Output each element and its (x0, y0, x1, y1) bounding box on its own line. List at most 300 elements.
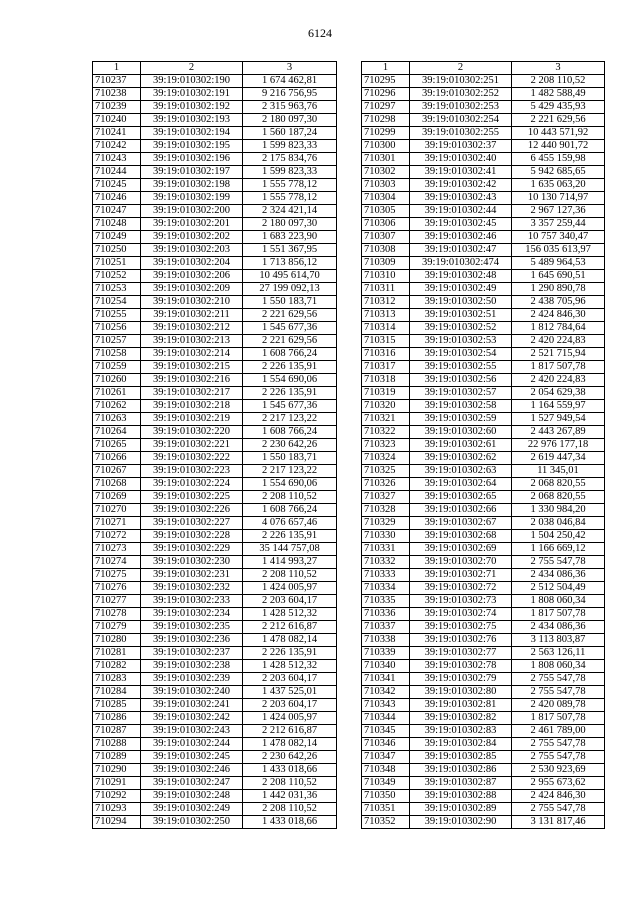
table-row (362, 179, 605, 192)
value-cell: 1 554 690,06 (243, 374, 337, 387)
table-row (362, 114, 605, 127)
cadastral-number-cell: 39:19:010302:235 (141, 621, 243, 634)
row-number-cell: 710256 (93, 322, 141, 335)
cadastral-number-cell: 39:19:010302:71 (410, 569, 512, 582)
row-number-cell: 710297 (362, 101, 410, 114)
table-row (93, 647, 337, 660)
value-cell: 3 357 259,44 (512, 218, 605, 231)
cadastral-number-cell: 39:19:010302:222 (141, 452, 243, 465)
row-number-cell: 710340 (362, 660, 410, 673)
table-row (362, 699, 605, 712)
value-cell: 2 217 123,22 (243, 465, 337, 478)
value-cell: 1 599 823,33 (243, 140, 337, 153)
table-row (93, 764, 337, 777)
row-number-cell: 710270 (93, 504, 141, 517)
cadastral-number-cell: 39:19:010302:191 (141, 88, 243, 101)
row-number-cell: 710262 (93, 400, 141, 413)
value-cell: 2 755 547,78 (512, 751, 605, 764)
value-cell: 2 443 267,89 (512, 426, 605, 439)
table-row (93, 283, 337, 296)
value-cell: 1 437 525,01 (243, 686, 337, 699)
table-row (362, 738, 605, 751)
cadastral-number-cell: 39:19:010302:204 (141, 257, 243, 270)
cadastral-number-cell: 39:19:010302:195 (141, 140, 243, 153)
value-cell: 6 455 159,98 (512, 153, 605, 166)
value-cell: 2 755 547,78 (512, 556, 605, 569)
column-header-2: 2 (141, 62, 243, 75)
value-cell: 1 442 031,36 (243, 790, 337, 803)
row-number-cell: 710327 (362, 491, 410, 504)
table-body-left (93, 62, 337, 829)
row-number-cell: 710319 (362, 387, 410, 400)
value-cell: 1 817 507,78 (512, 712, 605, 725)
cadastral-number-cell: 39:19:010302:51 (410, 309, 512, 322)
cadastral-number-cell: 39:19:010302:86 (410, 764, 512, 777)
cadastral-number-cell: 39:19:010302:87 (410, 777, 512, 790)
table-row (362, 387, 605, 400)
value-cell: 10 443 571,92 (512, 127, 605, 140)
table-row (362, 764, 605, 777)
cadastral-number-cell: 39:19:010302:73 (410, 595, 512, 608)
row-number-cell: 710254 (93, 296, 141, 309)
table-row (362, 257, 605, 270)
row-number-cell: 710293 (93, 803, 141, 816)
value-cell: 2 420 224,83 (512, 374, 605, 387)
value-cell: 1 817 507,78 (512, 608, 605, 621)
cadastral-number-cell: 39:19:010302:236 (141, 634, 243, 647)
table-row (93, 569, 337, 582)
cadastral-number-cell: 39:19:010302:251 (410, 75, 512, 88)
table-row (362, 530, 605, 543)
table-row (93, 140, 337, 153)
table-row (93, 699, 337, 712)
table-row (362, 413, 605, 426)
row-number-cell: 710335 (362, 595, 410, 608)
cadastral-number-cell: 39:19:010302:214 (141, 348, 243, 361)
table-row (93, 205, 337, 218)
row-number-cell: 710263 (93, 413, 141, 426)
row-number-cell: 710350 (362, 790, 410, 803)
cadastral-number-cell: 39:19:010302:232 (141, 582, 243, 595)
cadastral-number-cell: 39:19:010302:247 (141, 777, 243, 790)
cadastral-number-cell: 39:19:010302:55 (410, 361, 512, 374)
table-row (93, 426, 337, 439)
row-number-cell: 710296 (362, 88, 410, 101)
value-cell: 2 619 447,34 (512, 452, 605, 465)
cadastral-number-cell: 39:19:010302:45 (410, 218, 512, 231)
table-row (362, 816, 605, 829)
cadastral-number-cell: 39:19:010302:54 (410, 348, 512, 361)
row-number-cell: 710306 (362, 218, 410, 231)
row-number-cell: 710347 (362, 751, 410, 764)
cadastral-number-cell: 39:19:010302:210 (141, 296, 243, 309)
row-number-cell: 710333 (362, 569, 410, 582)
row-number-cell: 710310 (362, 270, 410, 283)
row-number-cell: 710273 (93, 543, 141, 556)
row-number-cell: 710248 (93, 218, 141, 231)
cadastral-number-cell: 39:19:010302:234 (141, 608, 243, 621)
row-number-cell: 710265 (93, 439, 141, 452)
table-row (93, 777, 337, 790)
cadastral-number-cell: 39:19:010302:220 (141, 426, 243, 439)
value-cell: 3 113 803,87 (512, 634, 605, 647)
cadastral-number-cell: 39:19:010302:47 (410, 244, 512, 257)
row-number-cell: 710309 (362, 257, 410, 270)
cadastral-number-cell: 39:19:010302:58 (410, 400, 512, 413)
table-row (362, 335, 605, 348)
cadastral-number-cell: 39:19:010302:67 (410, 517, 512, 530)
table-row (362, 270, 605, 283)
table-row (93, 322, 337, 335)
value-cell: 1 560 187,24 (243, 127, 337, 140)
table-row (93, 595, 337, 608)
value-cell: 35 144 757,08 (243, 543, 337, 556)
row-number-cell: 710314 (362, 322, 410, 335)
row-number-cell: 710290 (93, 764, 141, 777)
row-number-cell: 710253 (93, 283, 141, 296)
table-row (93, 465, 337, 478)
cadastral-number-cell: 39:19:010302:192 (141, 101, 243, 114)
row-number-cell: 710341 (362, 673, 410, 686)
row-number-cell: 710287 (93, 725, 141, 738)
value-cell: 2 038 046,84 (512, 517, 605, 530)
cadastral-number-cell: 39:19:010302:226 (141, 504, 243, 517)
value-cell: 1 608 766,24 (243, 348, 337, 361)
table-row (93, 790, 337, 803)
table-row (362, 543, 605, 556)
table-row (93, 374, 337, 387)
table-row (93, 244, 337, 257)
value-cell: 1 550 183,71 (243, 452, 337, 465)
table-row (362, 452, 605, 465)
value-cell: 5 942 685,65 (512, 166, 605, 179)
value-cell: 10 130 714,97 (512, 192, 605, 205)
cadastral-number-cell: 39:19:010302:79 (410, 673, 512, 686)
cadastral-number-cell: 39:19:010302:57 (410, 387, 512, 400)
value-cell: 2 226 135,91 (243, 530, 337, 543)
table-row (93, 348, 337, 361)
value-cell: 2 217 123,22 (243, 413, 337, 426)
cadastral-number-cell: 39:19:010302:213 (141, 335, 243, 348)
table-row (93, 478, 337, 491)
value-cell: 10 757 340,47 (512, 231, 605, 244)
value-cell: 1 433 018,66 (243, 764, 337, 777)
value-cell: 1 478 082,14 (243, 634, 337, 647)
value-cell: 1 645 690,51 (512, 270, 605, 283)
cadastral-number-cell: 39:19:010302:194 (141, 127, 243, 140)
row-number-cell: 710247 (93, 205, 141, 218)
cadastral-number-cell: 39:19:010302:227 (141, 517, 243, 530)
cadastral-number-cell: 39:19:010302:203 (141, 244, 243, 257)
value-cell: 2 755 547,78 (512, 803, 605, 816)
value-cell: 2 315 963,76 (243, 101, 337, 114)
cadastral-number-cell: 39:19:010302:238 (141, 660, 243, 673)
cadastral-number-cell: 39:19:010302:70 (410, 556, 512, 569)
table-row (93, 452, 337, 465)
value-cell: 1 166 669,12 (512, 543, 605, 556)
value-cell: 2 955 673,62 (512, 777, 605, 790)
table-row (362, 244, 605, 257)
row-number-cell: 710348 (362, 764, 410, 777)
row-number-cell: 710312 (362, 296, 410, 309)
cadastral-number-cell: 39:19:010302:206 (141, 270, 243, 283)
cadastral-number-cell: 39:19:010302:255 (410, 127, 512, 140)
table-row (93, 621, 337, 634)
table-row (362, 348, 605, 361)
table-row (93, 361, 337, 374)
cadastral-table-left (92, 61, 337, 829)
table-row (362, 322, 605, 335)
value-cell: 2 180 097,30 (243, 114, 337, 127)
cadastral-number-cell: 39:19:010302:245 (141, 751, 243, 764)
value-cell: 2 226 135,91 (243, 361, 337, 374)
cadastral-number-cell: 39:19:010302:190 (141, 75, 243, 88)
table-row (93, 725, 337, 738)
value-cell: 1 683 223,90 (243, 231, 337, 244)
row-number-cell: 710252 (93, 270, 141, 283)
row-number-cell: 710278 (93, 608, 141, 621)
row-number-cell: 710274 (93, 556, 141, 569)
table-row (362, 712, 605, 725)
table-row (362, 361, 605, 374)
value-cell: 1 545 677,36 (243, 322, 337, 335)
row-number-cell: 710322 (362, 426, 410, 439)
cadastral-number-cell: 39:19:010302:60 (410, 426, 512, 439)
value-cell: 1 608 766,24 (243, 504, 337, 517)
row-number-cell: 710244 (93, 166, 141, 179)
table-row (93, 231, 337, 244)
table-row (362, 400, 605, 413)
cadastral-number-cell: 39:19:010302:248 (141, 790, 243, 803)
table-row (362, 140, 605, 153)
cadastral-number-cell: 39:19:010302:230 (141, 556, 243, 569)
cadastral-number-cell: 39:19:010302:41 (410, 166, 512, 179)
value-cell: 2 226 135,91 (243, 387, 337, 400)
table-row (93, 738, 337, 751)
table-row (93, 335, 337, 348)
table-row (93, 413, 337, 426)
value-cell: 1 608 766,24 (243, 426, 337, 439)
cadastral-number-cell: 39:19:010302:48 (410, 270, 512, 283)
row-number-cell: 710299 (362, 127, 410, 140)
cadastral-number-cell: 39:19:010302:52 (410, 322, 512, 335)
value-cell: 2 208 110,52 (243, 803, 337, 816)
table-row (93, 309, 337, 322)
cadastral-number-cell: 39:19:010302:77 (410, 647, 512, 660)
row-number-cell: 710339 (362, 647, 410, 660)
row-number-cell: 710295 (362, 75, 410, 88)
row-number-cell: 710304 (362, 192, 410, 205)
table-row (93, 673, 337, 686)
cadastral-number-cell: 39:19:010302:216 (141, 374, 243, 387)
column-header-3: 3 (243, 62, 337, 75)
value-cell: 1 713 856,12 (243, 257, 337, 270)
cadastral-number-cell: 39:19:010302:198 (141, 179, 243, 192)
cadastral-number-cell: 39:19:010302:46 (410, 231, 512, 244)
table-row (362, 218, 605, 231)
row-number-cell: 710251 (93, 257, 141, 270)
table-row (93, 114, 337, 127)
row-number-cell: 710328 (362, 504, 410, 517)
value-cell: 2 434 086,36 (512, 569, 605, 582)
value-cell: 1 555 778,12 (243, 192, 337, 205)
table-row (93, 153, 337, 166)
table-row (362, 621, 605, 634)
value-cell: 1 635 063,20 (512, 179, 605, 192)
value-cell: 1 554 690,06 (243, 478, 337, 491)
table-row (93, 218, 337, 231)
cadastral-number-cell: 39:19:010302:56 (410, 374, 512, 387)
row-number-cell: 710343 (362, 699, 410, 712)
row-number-cell: 710338 (362, 634, 410, 647)
cadastral-number-cell: 39:19:010302:196 (141, 153, 243, 166)
value-cell: 5 429 435,93 (512, 101, 605, 114)
cadastral-number-cell: 39:19:010302:65 (410, 491, 512, 504)
row-number-cell: 710267 (93, 465, 141, 478)
value-cell: 22 976 177,18 (512, 439, 605, 452)
table-row (93, 504, 337, 517)
row-number-cell: 710320 (362, 400, 410, 413)
cadastral-number-cell: 39:19:010302:244 (141, 738, 243, 751)
cadastral-number-cell: 39:19:010302:199 (141, 192, 243, 205)
table-row (362, 647, 605, 660)
row-number-cell: 710249 (93, 231, 141, 244)
value-cell: 2 755 547,78 (512, 673, 605, 686)
cadastral-number-cell: 39:19:010302:228 (141, 530, 243, 543)
column-header-2: 2 (410, 62, 512, 75)
table-row (362, 127, 605, 140)
value-cell: 156 035 613,97 (512, 244, 605, 257)
cadastral-table-right (361, 61, 605, 829)
cadastral-number-cell: 39:19:010302:76 (410, 634, 512, 647)
cadastral-number-cell: 39:19:010302:89 (410, 803, 512, 816)
table-row (362, 673, 605, 686)
cadastral-number-cell: 39:19:010302:209 (141, 283, 243, 296)
cadastral-number-cell: 39:19:010302:85 (410, 751, 512, 764)
value-cell: 2 324 421,14 (243, 205, 337, 218)
row-number-cell: 710271 (93, 517, 141, 530)
cadastral-number-cell: 39:19:010302:64 (410, 478, 512, 491)
table-row (362, 478, 605, 491)
value-cell: 1 482 588,49 (512, 88, 605, 101)
cadastral-number-cell: 39:19:010302:254 (410, 114, 512, 127)
table-row (93, 803, 337, 816)
cadastral-number-cell: 39:19:010302:211 (141, 309, 243, 322)
table-row (362, 660, 605, 673)
value-cell: 1 551 367,95 (243, 244, 337, 257)
table-row (362, 556, 605, 569)
column-header-1: 1 (362, 62, 410, 75)
value-cell: 2 967 127,36 (512, 205, 605, 218)
column-header-3: 3 (512, 62, 605, 75)
cadastral-number-cell: 39:19:010302:221 (141, 439, 243, 452)
cadastral-number-cell: 39:19:010302:81 (410, 699, 512, 712)
cadastral-number-cell: 39:19:010302:252 (410, 88, 512, 101)
cadastral-number-cell: 39:19:010302:200 (141, 205, 243, 218)
cadastral-number-cell: 39:19:010302:212 (141, 322, 243, 335)
value-cell: 9 216 756,95 (243, 88, 337, 101)
row-number-cell: 710240 (93, 114, 141, 127)
row-number-cell: 710255 (93, 309, 141, 322)
row-number-cell: 710321 (362, 413, 410, 426)
row-number-cell: 710283 (93, 673, 141, 686)
row-number-cell: 710342 (362, 686, 410, 699)
cadastral-number-cell: 39:19:010302:240 (141, 686, 243, 699)
value-cell: 1 808 060,34 (512, 595, 605, 608)
table-row (362, 582, 605, 595)
row-number-cell: 710242 (93, 140, 141, 153)
table-row (93, 556, 337, 569)
table-row (362, 465, 605, 478)
table-header-row (362, 62, 605, 75)
value-cell: 2 203 604,17 (243, 673, 337, 686)
table-row (93, 608, 337, 621)
table-row (362, 231, 605, 244)
table-row (362, 439, 605, 452)
column-header-1: 1 (93, 62, 141, 75)
row-number-cell: 710241 (93, 127, 141, 140)
table-row (93, 127, 337, 140)
cadastral-number-cell: 39:19:010302:72 (410, 582, 512, 595)
cadastral-number-cell: 39:19:010302:197 (141, 166, 243, 179)
row-number-cell: 710286 (93, 712, 141, 725)
table-row (93, 257, 337, 270)
row-number-cell: 710331 (362, 543, 410, 556)
value-cell: 2 203 604,17 (243, 595, 337, 608)
row-number-cell: 710334 (362, 582, 410, 595)
row-number-cell: 710330 (362, 530, 410, 543)
page-number: 6124 (308, 26, 332, 40)
row-number-cell: 710325 (362, 465, 410, 478)
table-row (93, 517, 337, 530)
value-cell: 2 054 629,38 (512, 387, 605, 400)
cadastral-number-cell: 39:19:010302:80 (410, 686, 512, 699)
row-number-cell: 710291 (93, 777, 141, 790)
cadastral-number-cell: 39:19:010302:243 (141, 725, 243, 738)
value-cell: 1 424 005,97 (243, 582, 337, 595)
row-number-cell: 710280 (93, 634, 141, 647)
value-cell: 11 345,01 (512, 465, 605, 478)
value-cell: 2 563 126,11 (512, 647, 605, 660)
cadastral-number-cell: 39:19:010302:90 (410, 816, 512, 829)
cadastral-number-cell: 39:19:010302:223 (141, 465, 243, 478)
value-cell: 1 330 984,20 (512, 504, 605, 517)
value-cell: 27 199 092,13 (243, 283, 337, 296)
row-number-cell: 710238 (93, 88, 141, 101)
value-cell: 1 428 512,32 (243, 660, 337, 673)
row-number-cell: 710302 (362, 166, 410, 179)
row-number-cell: 710272 (93, 530, 141, 543)
table-row (93, 439, 337, 452)
row-number-cell: 710323 (362, 439, 410, 452)
row-number-cell: 710324 (362, 452, 410, 465)
table-row (362, 374, 605, 387)
value-cell: 1 599 823,33 (243, 166, 337, 179)
value-cell: 1 290 890,78 (512, 283, 605, 296)
cadastral-number-cell: 39:19:010302:253 (410, 101, 512, 114)
table-row (362, 192, 605, 205)
value-cell: 1 428 512,32 (243, 608, 337, 621)
cadastral-number-cell: 39:19:010302:249 (141, 803, 243, 816)
cadastral-number-cell: 39:19:010302:62 (410, 452, 512, 465)
value-cell: 2 180 097,30 (243, 218, 337, 231)
row-number-cell: 710250 (93, 244, 141, 257)
table-row (362, 751, 605, 764)
table-row (93, 751, 337, 764)
value-cell: 1 527 949,54 (512, 413, 605, 426)
value-cell: 1 545 677,36 (243, 400, 337, 413)
row-number-cell: 710239 (93, 101, 141, 114)
